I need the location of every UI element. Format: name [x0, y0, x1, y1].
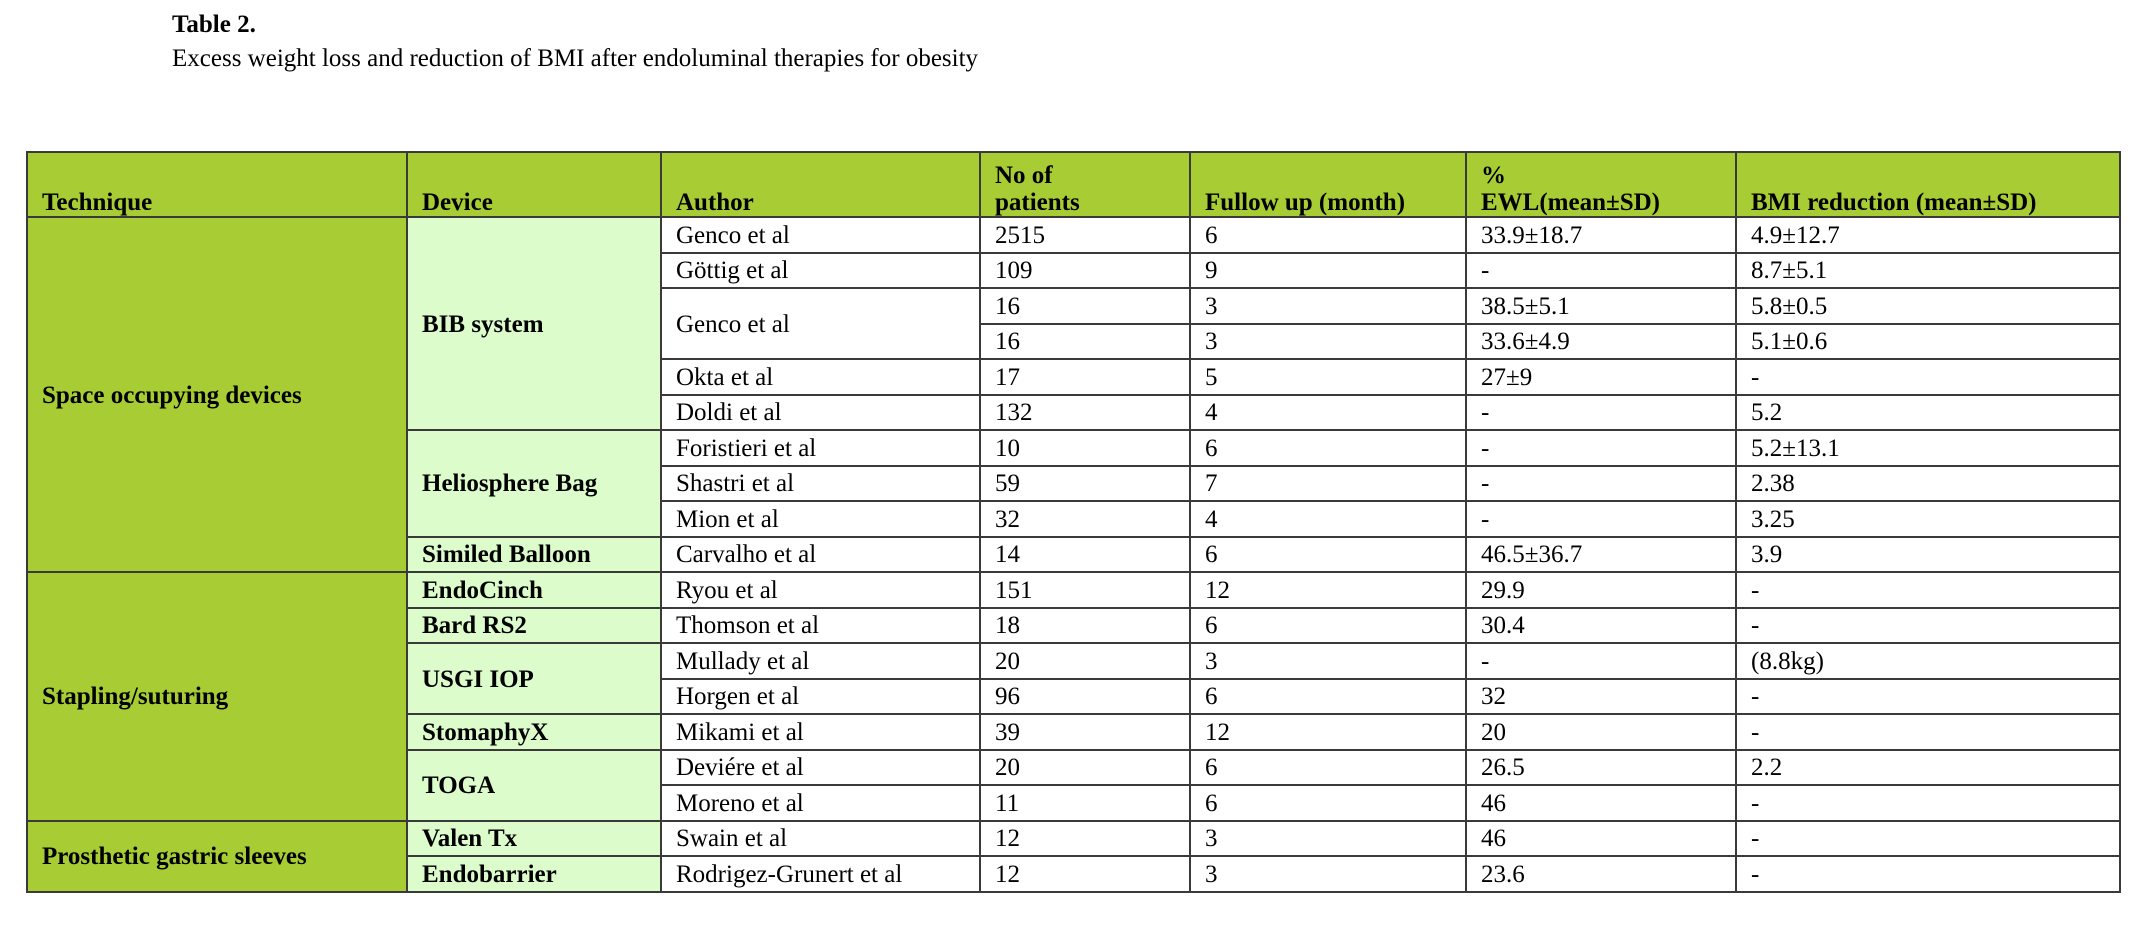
follow-up-cell: 6	[1190, 679, 1466, 715]
bmi-reduction-cell: -	[1736, 785, 2120, 821]
patients-cell: 32	[980, 501, 1190, 537]
bmi-reduction-cell: 8.7±5.1	[1736, 253, 2120, 289]
technique-cell: Space occupying devices	[27, 217, 407, 572]
author-cell: Swain et al	[661, 821, 980, 857]
bmi-reduction-cell: 2.38	[1736, 466, 2120, 502]
follow-up-cell: 3	[1190, 324, 1466, 360]
patients-cell: 14	[980, 537, 1190, 573]
bmi-reduction-cell: 2.2	[1736, 750, 2120, 786]
author-cell: Göttig et al	[661, 253, 980, 289]
author-cell: Rodrigez-Grunert et al	[661, 856, 980, 892]
patients-cell: 20	[980, 643, 1190, 679]
follow-up-cell: 3	[1190, 643, 1466, 679]
ewl-cell: 32	[1466, 679, 1736, 715]
patients-cell: 109	[980, 253, 1190, 289]
table-header-row	[27, 152, 2120, 217]
author-cell: Mikami et al	[661, 714, 980, 750]
bmi-reduction-cell: -	[1736, 608, 2120, 644]
bmi-reduction-cell: 5.1±0.6	[1736, 324, 2120, 360]
table-row	[27, 217, 2120, 253]
ewl-cell: 26.5	[1466, 750, 1736, 786]
device-cell: Heliosphere Bag	[407, 430, 661, 537]
follow-up-cell: 6	[1190, 750, 1466, 786]
column-header-device: Device	[407, 152, 661, 217]
author-cell: Deviére et al	[661, 750, 980, 786]
author-cell: Doldi et al	[661, 395, 980, 431]
follow-up-cell: 4	[1190, 501, 1466, 537]
bmi-reduction-cell: -	[1736, 679, 2120, 715]
author-cell: Moreno et al	[661, 785, 980, 821]
device-cell: BIB system	[407, 217, 661, 430]
author-cell: Genco et al	[661, 288, 980, 359]
device-cell: Bard RS2	[407, 608, 661, 644]
bmi-reduction-cell: -	[1736, 821, 2120, 857]
bmi-reduction-cell: 4.9±12.7	[1736, 217, 2120, 253]
ewl-cell: 46	[1466, 785, 1736, 821]
ewl-cell: 33.9±18.7	[1466, 217, 1736, 253]
follow-up-cell: 5	[1190, 359, 1466, 395]
ewl-cell: -	[1466, 430, 1736, 466]
patients-cell: 11	[980, 785, 1190, 821]
column-header-follow-up: Fullow up (month)	[1190, 152, 1466, 217]
ewl-cell: 20	[1466, 714, 1736, 750]
device-cell: EndoCinch	[407, 572, 661, 608]
follow-up-cell: 4	[1190, 395, 1466, 431]
bmi-reduction-cell: (8.8kg)	[1736, 643, 2120, 679]
patients-cell: 18	[980, 608, 1190, 644]
ewl-cell: -	[1466, 501, 1736, 537]
bmi-reduction-cell: -	[1736, 359, 2120, 395]
patients-cell: 17	[980, 359, 1190, 395]
patients-cell: 96	[980, 679, 1190, 715]
ewl-cell: 46	[1466, 821, 1736, 857]
follow-up-cell: 3	[1190, 288, 1466, 324]
table-caption-text: Excess weight loss and reduction of BMI after endoluminal therapies for obesity	[172, 45, 979, 72]
results-table	[26, 151, 2121, 893]
follow-up-cell: 6	[1190, 217, 1466, 253]
device-cell: Similed Balloon	[407, 537, 661, 573]
ewl-cell: 27±9	[1466, 359, 1736, 395]
column-header-technique: Technique	[27, 152, 407, 217]
ewl-cell: -	[1466, 466, 1736, 502]
table-caption	[172, 8, 978, 76]
follow-up-cell: 6	[1190, 608, 1466, 644]
ewl-cell: 33.6±4.9	[1466, 324, 1736, 360]
ewl-cell: 38.5±5.1	[1466, 288, 1736, 324]
ewl-cell: 30.4	[1466, 608, 1736, 644]
patients-cell: 12	[980, 821, 1190, 857]
table-caption-label: Table 2.	[172, 11, 256, 38]
ewl-cell: 23.6	[1466, 856, 1736, 892]
follow-up-cell: 12	[1190, 714, 1466, 750]
patients-cell: 16	[980, 324, 1190, 360]
table-row	[27, 572, 2120, 608]
technique-cell: Stapling/suturing	[27, 572, 407, 821]
author-cell: Carvalho et al	[661, 537, 980, 573]
follow-up-cell: 6	[1190, 785, 1466, 821]
patients-cell: 151	[980, 572, 1190, 608]
patients-cell: 10	[980, 430, 1190, 466]
device-cell: USGI IOP	[407, 643, 661, 714]
author-cell: Horgen et al	[661, 679, 980, 715]
author-cell: Ryou et al	[661, 572, 980, 608]
technique-cell: Prosthetic gastric sleeves	[27, 821, 407, 892]
column-header-author: Author	[661, 152, 980, 217]
ewl-cell: 29.9	[1466, 572, 1736, 608]
table-body	[27, 217, 2120, 892]
author-cell: Mion et al	[661, 501, 980, 537]
ewl-cell: -	[1466, 395, 1736, 431]
device-cell: Endobarrier	[407, 856, 661, 892]
bmi-reduction-cell: -	[1736, 572, 2120, 608]
patients-cell: 20	[980, 750, 1190, 786]
ewl-cell: -	[1466, 643, 1736, 679]
bmi-reduction-cell: -	[1736, 856, 2120, 892]
follow-up-cell: 6	[1190, 537, 1466, 573]
bmi-reduction-cell: 5.2±13.1	[1736, 430, 2120, 466]
table-row	[27, 821, 2120, 857]
bmi-reduction-cell: 3.9	[1736, 537, 2120, 573]
column-header-bmi-reduction: BMI reduction (mean±SD)	[1736, 152, 2120, 217]
bmi-reduction-cell: 5.8±0.5	[1736, 288, 2120, 324]
patients-cell: 12	[980, 856, 1190, 892]
column-header-patients: No of patients	[980, 152, 1190, 217]
patients-cell: 2515	[980, 217, 1190, 253]
follow-up-cell: 9	[1190, 253, 1466, 289]
column-header-ewl: % EWL(mean±SD)	[1466, 152, 1736, 217]
ewl-cell: 46.5±36.7	[1466, 537, 1736, 573]
follow-up-cell: 3	[1190, 821, 1466, 857]
patients-cell: 39	[980, 714, 1190, 750]
follow-up-cell: 7	[1190, 466, 1466, 502]
device-cell: Valen Tx	[407, 821, 661, 857]
author-cell: Foristieri et al	[661, 430, 980, 466]
author-cell: Shastri et al	[661, 466, 980, 502]
follow-up-cell: 3	[1190, 856, 1466, 892]
follow-up-cell: 12	[1190, 572, 1466, 608]
device-cell: StomaphyX	[407, 714, 661, 750]
patients-cell: 132	[980, 395, 1190, 431]
bmi-reduction-cell: 5.2	[1736, 395, 2120, 431]
bmi-reduction-cell: 3.25	[1736, 501, 2120, 537]
patients-cell: 59	[980, 466, 1190, 502]
bmi-reduction-cell: -	[1736, 714, 2120, 750]
ewl-cell: -	[1466, 253, 1736, 289]
patients-cell: 16	[980, 288, 1190, 324]
author-cell: Mullady et al	[661, 643, 980, 679]
author-cell: Okta et al	[661, 359, 980, 395]
device-cell: TOGA	[407, 750, 661, 821]
author-cell: Thomson et al	[661, 608, 980, 644]
author-cell: Genco et al	[661, 217, 980, 253]
follow-up-cell: 6	[1190, 430, 1466, 466]
